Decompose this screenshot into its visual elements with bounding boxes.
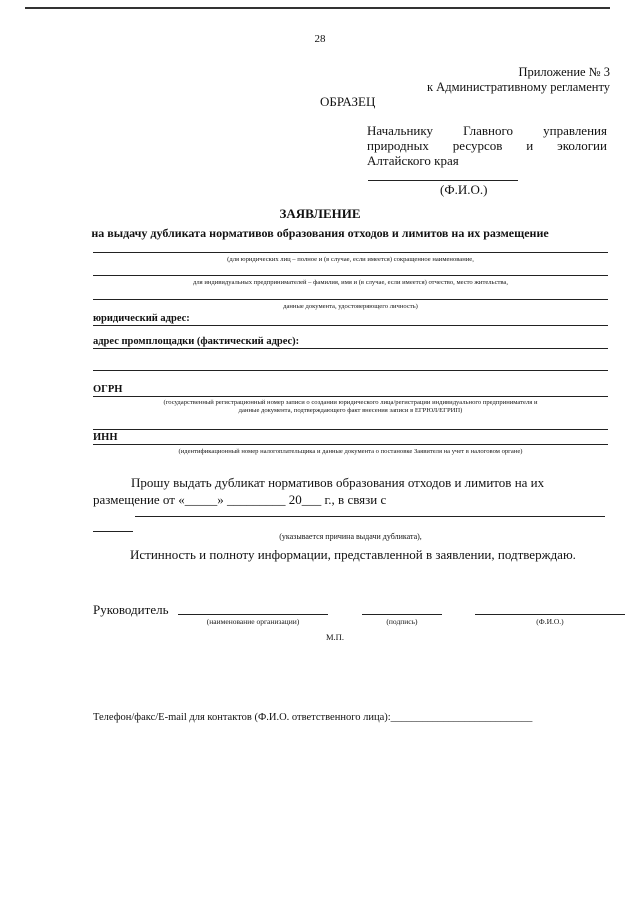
- applicant-name-line: [93, 252, 608, 253]
- confirmation-text: Истинность и полноту информации, представленной в заявлении, подтверждаю.: [130, 547, 576, 562]
- addressee-word: природных: [367, 138, 429, 153]
- appendix-line-2: к Административному регламенту: [426, 80, 610, 94]
- addressee-row-3: Алтайского края: [367, 153, 459, 168]
- reason-line: [135, 516, 605, 517]
- request-line-2: размещение от «_____» _________ 20___ г., в связи с: [93, 492, 387, 507]
- site-address-label: адрес промплощадки (фактический адрес):: [93, 336, 300, 347]
- sample-label: ОБРАЗЕЦ: [320, 94, 376, 109]
- addressee-word: Начальнику: [367, 123, 434, 138]
- hint-ogrn-2: данные документа, подтверждающего факт внесения записи в ЕГРЮЛ/ЕГРИП): [238, 407, 463, 414]
- signature-line: [362, 614, 442, 615]
- addressee-word: управления: [543, 123, 607, 138]
- fio-underline: [368, 180, 518, 181]
- hint-fio: (Ф.И.О.): [536, 617, 564, 626]
- addressee-row-1: [367, 123, 607, 138]
- legal-address-line: [93, 325, 608, 326]
- addressee-word: экологии: [557, 138, 607, 153]
- reason-short-line: [93, 531, 133, 532]
- hint-document: данные документа, удостоверяющего личность): [283, 303, 418, 310]
- addressee-word: ресурсов: [452, 138, 503, 153]
- hint-inn: (идентификационный номер налогоплательщика и данные документа о постановке Заявителя на учет в налоговом органе): [178, 448, 523, 455]
- applicant-document-line: [93, 299, 608, 300]
- legal-address-label: юридический адрес:: [93, 313, 190, 324]
- ogrn-label: ОГРН: [93, 384, 123, 395]
- top-border-line: [25, 7, 610, 9]
- addressee-word: и: [526, 138, 534, 153]
- org-name-line: [178, 614, 328, 615]
- addressee-row-2: [367, 138, 607, 153]
- hint-reason: (указывается причина выдачи дубликата),: [279, 532, 422, 541]
- site-address-line-2: [93, 370, 608, 371]
- fio-sign-line: [475, 614, 625, 615]
- head-label: Руководитель: [93, 602, 169, 617]
- inn-label: ИНН: [93, 432, 118, 443]
- hint-ogrn-1: (государственный регистрационный номер записи о создании юридического лица/регистрации индивидуального предпринимателя и: [163, 399, 538, 406]
- ogrn-extra-line: [93, 429, 608, 430]
- ogrn-line: [93, 396, 608, 397]
- appendix-line-1: Приложение № 3: [518, 65, 610, 79]
- addressee-fio: (Ф.И.О.): [440, 182, 488, 197]
- document-title: ЗАЯВЛЕНИЕ: [279, 206, 361, 221]
- hint-legal-name: (для юридических лиц – полное и (в случае, если имеется) сокращенное наименование,: [227, 256, 474, 263]
- document-subtitle: на выдачу дубликата нормативов образования отходов и лимитов на их размещение: [91, 226, 549, 240]
- request-line-1: Прошу выдать дубликат нормативов образования отходов и лимитов на их: [131, 475, 545, 490]
- hint-individual: для индивидуальных предпринимателей – фамилия, имя и (в случае, если имеется) отчество, место жительства,: [193, 279, 508, 286]
- hint-org-name: (наименование организации): [206, 617, 300, 626]
- hint-signature: (подпись): [386, 617, 418, 626]
- addressee-block: [367, 123, 607, 168]
- addressee-word: Главного: [463, 123, 514, 138]
- site-address-line: [93, 348, 608, 349]
- appendix-header: [427, 65, 610, 95]
- contacts-line: Телефон/факс/E-mail для контактов (Ф.И.О. ответственного лица):___________________________: [93, 712, 533, 723]
- stamp-label: М.П.: [326, 632, 344, 642]
- page-number: 28: [314, 33, 326, 45]
- applicant-individual-line: [93, 275, 608, 276]
- inn-line: [93, 444, 608, 445]
